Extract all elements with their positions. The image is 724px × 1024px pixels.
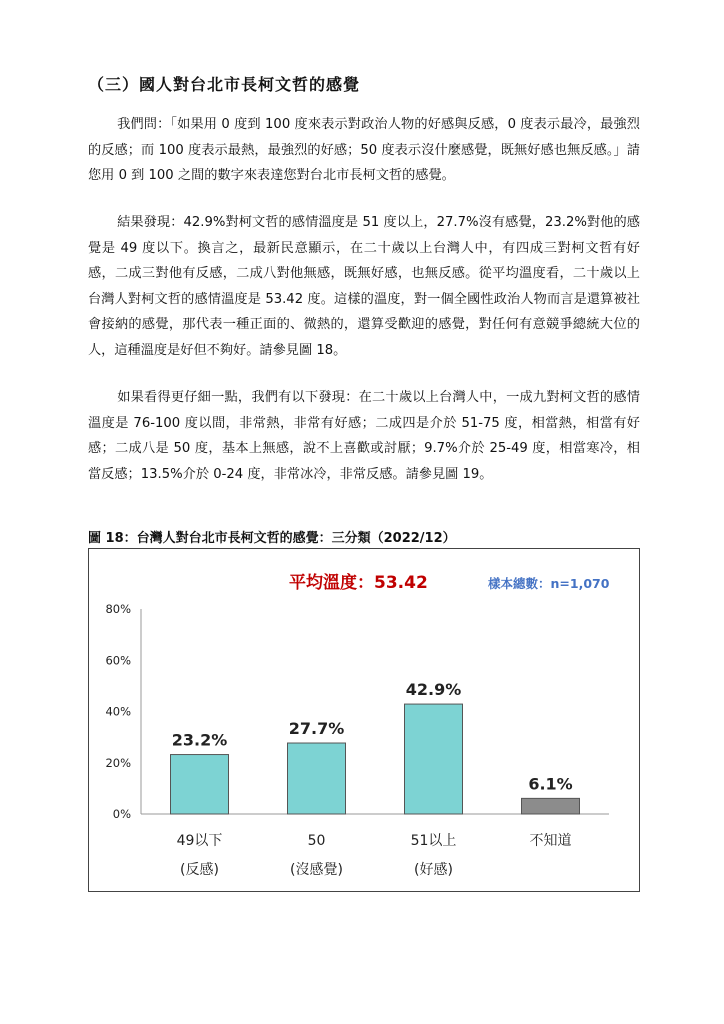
bar [171, 755, 229, 814]
x-category-label: (反感) [180, 862, 219, 878]
x-category-label: 51以上 [410, 833, 457, 849]
y-tick-label: 20% [105, 755, 131, 770]
bar-value-label: 23.2% [171, 730, 228, 750]
x-category-label: (好感) [414, 862, 453, 878]
section-title: （三）國人對台北市長柯文哲的感覺 [88, 75, 361, 94]
y-tick-label: 80% [105, 602, 131, 616]
sample-size-note: 樣本總數：n=1,070 [488, 576, 610, 591]
x-category-label: 不知道 [529, 833, 572, 849]
y-tick-label: 40% [105, 704, 131, 719]
paragraph-findings: 結果發現：42.9%對柯文哲的感情溫度是 51 度以上，27.7%沒有感覺，23.2%對他的感覺是 49 度以下。換言之，最新民意顯示，在二十歲以上台灣人中，有四成三對柯文哲有好感，二成三對他有反感，二成八對他無感，既無好感，也無反感。從平均溫度看，二十歲以上台灣人對柯文哲的感情溫度是 53.42 度。這樣的溫度，對一個全國性政治人物而言是還算被社會接納的感覺，那代表一種正面的、微熱的，還算受歡迎的感覺，對任何有意競爭總統大位的人，這種溫度是好但不夠好。請參見圖 18。 [88, 215, 640, 358]
bar-value-label: 42.9% [405, 680, 462, 700]
bars-group [171, 680, 580, 878]
paragraph-detailed-findings: 如果看得更仔細一點，我們有以下發現：在二十歲以上台灣人中，一成九對柯文哲的感情溫度是 76-100 度以間，非常熱，非常有好感；二成四是介於 51-75 度，相當熱，相當有好感；二成八是 50 度，基本上無感，說不上喜歡或討厭；9.7%介於 25-49 度，相當寒冷，相當反感；13.5%介於 0-24 度，非常冰冷，非常反感。請參見圖 19。 [88, 390, 640, 482]
bar [288, 743, 346, 814]
figure-caption: 圖 18：台灣人對台北市長柯文哲的感覺：三分類（2022/12） [88, 531, 456, 546]
y-tick-label: 60% [105, 653, 131, 668]
bar-value-label: 27.7% [288, 719, 345, 739]
x-category-label: (沒感覺) [290, 862, 343, 878]
x-category-label: 50 [307, 833, 326, 849]
bar [522, 798, 580, 814]
bar-chart [89, 549, 638, 890]
chart-frame [88, 548, 640, 892]
paragraph-question: 我們問：「如果用 0 度到 100 度來表示對政治人物的好感與反感，0 度表示最冷，最強烈的反感；而 100 度表示最熱，最強烈的好感；50 度表示沒什麼感覺，既無好感也無反感。」請您用 0 到 100 之間的數字來表達您對台北市長柯文哲的感覺。 [88, 117, 640, 183]
y-axis-ticks [105, 602, 131, 821]
bar [405, 704, 463, 814]
y-tick-label: 0% [112, 807, 131, 821]
bar-value-label: 6.1% [528, 774, 573, 794]
chart-title: 平均溫度：53.42 [289, 573, 428, 593]
x-category-label: 49以下 [176, 833, 223, 849]
